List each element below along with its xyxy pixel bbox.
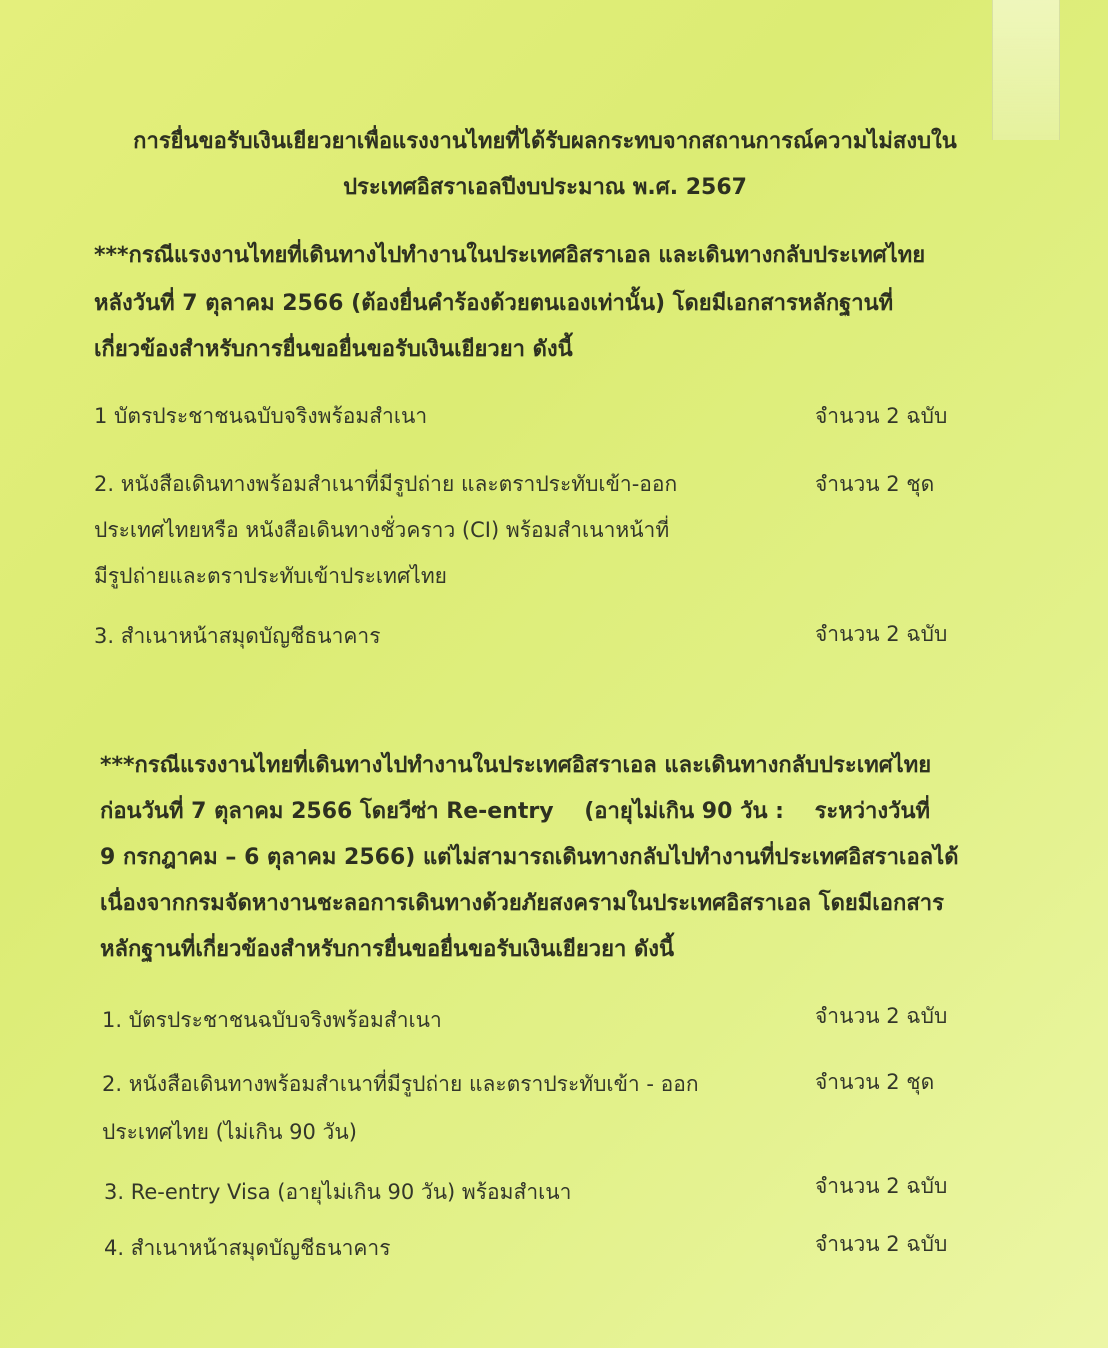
section-1-intro-line: หลังวันที่ 7 ตุลาคม 2566 (ต้องยื่นคำร้องด้วยตนเองเท่านั้น) โดยมีเอกสารหลักฐานที่ [94, 291, 894, 316]
section-1-item-1-quantity: จำนวน 2 ฉบับ [815, 404, 948, 428]
section-2-item-4-quantity: จำนวน 2 ฉบับ [815, 1232, 948, 1256]
section-2-item-2-quantity: จำนวน 2 ชุด [815, 1070, 935, 1094]
section-2-item-2-line: 2. หนังสือเดินทางพร้อมสำเนาที่มีรูปถ่าย และตราประทับเข้า - ออก [102, 1072, 699, 1096]
section-2-item-2-line: ประเทศไทย (ไม่เกิน 90 วัน) [102, 1120, 357, 1144]
section-2-item-4: 4. สำเนาหน้าสมุดบัญชีธนาคาร [104, 1236, 391, 1260]
section-1-item-2-line: 2. หนังสือเดินทางพร้อมสำเนาที่มีรูปถ่าย และตราประทับเข้า-ออก [94, 472, 678, 496]
section-2-intro-line: หลักฐานที่เกี่ยวข้องสำหรับการยื่นขอยื่นขอรับเงินเยียวยา ดังนี้ [100, 937, 675, 962]
section-1-item-3: 3. สำเนาหน้าสมุดบัญชีธนาคาร [94, 624, 381, 648]
section-2-intro-line: 9 กรกฎาคม – 6 ตุลาคม 2566) แต่ไม่สามารถเดินทางกลับไปทำงานที่ประเทศอิสราเอลได้ [100, 845, 959, 870]
section-2-item-1-quantity: จำนวน 2 ฉบับ [815, 1004, 948, 1028]
section-2-intro-line: ***กรณีแรงงานไทยที่เดินทางไปทำงานในประเทศอิสราเอล และเดินทางกลับประเทศไทย [100, 753, 932, 778]
section-1-item-2-line: ประเทศไทยหรือ หนังสือเดินทางชั่วคราว (CI) พร้อมสำเนาหน้าที่ [94, 518, 670, 542]
section-1-item-2-quantity: จำนวน 2 ชุด [815, 472, 935, 496]
section-2-intro-line: ก่อนวันที่ 7 ตุลาคม 2566 โดยวีซ่า Re-entry (อายุไม่เกิน 90 วัน : ระหว่างวันที่ [100, 799, 931, 824]
document-title-line-1: การยื่นขอรับเงินเยียวยาเพื่อแรงงานไทยที่ได้รับผลกระทบจากสถานการณ์ความไม่สงบใน [133, 129, 957, 154]
section-2-item-1: 1. บัตรประชาชนฉบับจริงพร้อมสำเนา [102, 1008, 442, 1032]
section-1-intro-line: ***กรณีแรงงานไทยที่เดินทางไปทำงานในประเทศอิสราเอล และเดินทางกลับประเทศไทย [94, 243, 926, 268]
section-2-item-3-quantity: จำนวน 2 ฉบับ [815, 1174, 948, 1198]
section-1-item-3-quantity: จำนวน 2 ฉบับ [815, 622, 948, 646]
document-title-line-2: ประเทศอิสราเอลปีงบประมาณ พ.ศ. 2567 [343, 175, 747, 200]
section-2-item-3: 3. Re-entry Visa (อายุไม่เกิน 90 วัน) พร้อมสำเนา [104, 1180, 572, 1204]
section-2-intro-line: เนื่องจากกรมจัดหางานชะลอการเดินทางด้วยภัยสงครามในประเทศอิสราเอล โดยมีเอกสาร [100, 891, 944, 916]
section-1-item-2-line: มีรูปถ่ายและตราประทับเข้าประเทศไทย [94, 564, 447, 588]
section-1-item-1: 1 บัตรประชาชนฉบับจริงพร้อมสำเนา [94, 404, 428, 428]
section-1-intro-line: เกี่ยวข้องสำหรับการยื่นขอยื่นขอรับเงินเยียวยา ดังนี้ [94, 337, 573, 362]
adhesive-tape [992, 0, 1060, 140]
